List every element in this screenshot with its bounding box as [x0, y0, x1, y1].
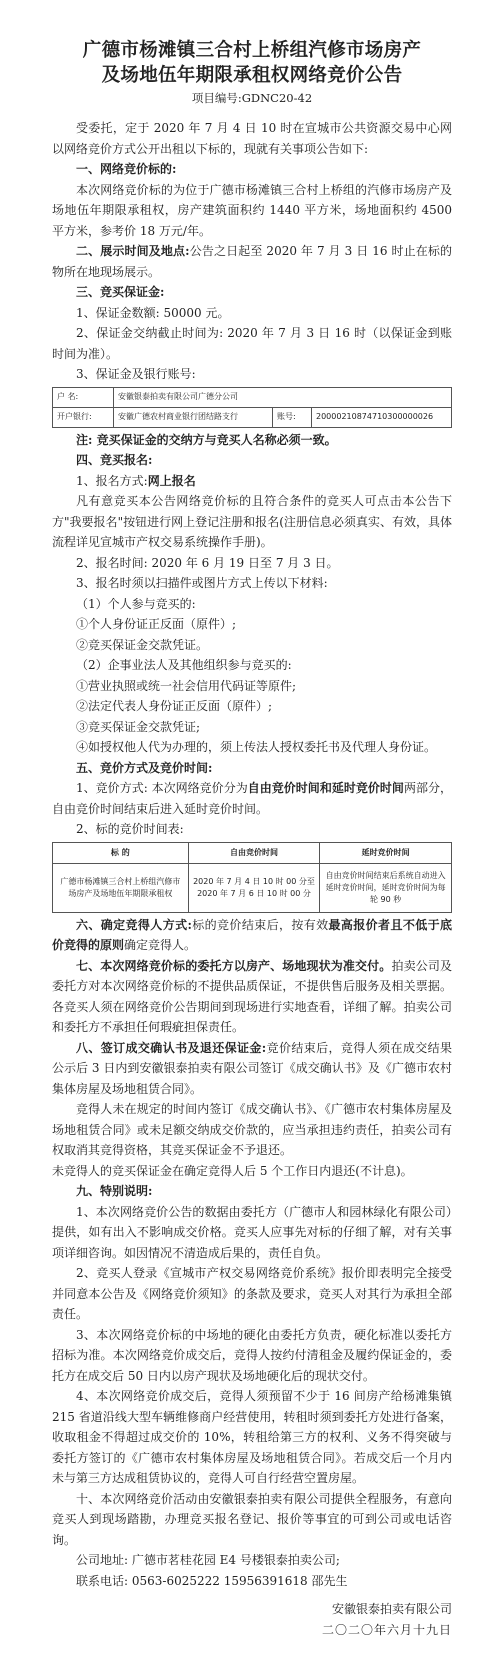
- section-8-text: [52, 1038, 452, 1100]
- company-address: 公司地址: 广德市茗桂花园 E4 号楼银泰拍卖公司;: [76, 1553, 340, 1567]
- cell-delay-time: 自由竞价时间结束后系统自动进入延时竞价时间，延时竞价时间为每轮 90 秒: [320, 863, 452, 912]
- note-4: 4、本次网络竞价成交后，竞得人须预留不少于 16 间房产给杨滩集镇 215 省道沿线大型车辆维修商户经营使用，转租时须到委托方处进行备案，收取租金不得超过成交价的 10%，转租给第三方的权利、义务不得突破与委托方签订的《广德市农村集体房屋及场地租赁合同》。若成交后一个月内未与第三方达成租赁协议的，竞得人可自行经营空置房屋。: [52, 1389, 452, 1485]
- list-item: ③竞买保证金交款凭证;: [76, 719, 201, 734]
- note-3: 3、本次网络竞价标的中场地的硬化由委托方负责，硬化标准以委托方招标为准。本次网络竞价成交后，竞得人按约付清租金及履约保证金的，委托方在成交后 50 日内以房产现状及场地硬化后的现状交付。: [52, 1327, 452, 1383]
- registration-text: 凡有意竞买本公告网络竞价标的且符合条件的竞买人可点击本公告下方"我要报名"按钮进行网上登记注册和报名(注册信息必须真实、有效，具体流程详见宣城市产权交易系统操作手册)。: [52, 494, 452, 549]
- list-item: ④如授权他人代为办理的，须上传法人授权委托书及代理人身份证。: [76, 740, 437, 754]
- bank-value: 安徽广德农村商业银行团结路支行: [114, 407, 273, 427]
- section-6-post: 确定竞得人。: [124, 938, 197, 952]
- contact-phone: 联系电话: 0563-6025222 15956391618 邵先生: [76, 1573, 348, 1588]
- section-2-heading: 二、展示时间及地点:: [76, 244, 190, 258]
- signature-date: 二〇二〇年六月十九日: [321, 1622, 452, 1637]
- title-line-1: 广德市杨滩镇三合村上桥组汽修市场房产: [82, 40, 422, 61]
- cell-free-time: 2020 年 7 月 4 日 10 时 00 分至 2020 年 7 月 6 日 10 时 00 分: [188, 863, 320, 912]
- col-header-free-time: 自由竞价时间: [188, 842, 320, 863]
- bank-label: 开户银行:: [53, 407, 114, 427]
- col-header-item: 标 的: [53, 842, 189, 863]
- cell-item: 广德市杨滩镇三合村上桥组汽修市场房产及场地伍年期限承租权: [53, 863, 189, 912]
- account-name-value: 安徽银泰拍卖有限公司广德分公司: [114, 387, 452, 407]
- section-1-heading: 一、网络竞价标的:: [76, 162, 177, 176]
- section-3-heading: 三、竞买保证金:: [76, 285, 165, 299]
- bank-account-table: [52, 387, 452, 428]
- list-item: ①营业执照或统一社会信用代码证等原件;: [76, 678, 297, 693]
- bidding-method-pre: 1、竞价方式: 本次网络竞价分为: [76, 781, 248, 795]
- section-2-body: 公告之日起至 2020 年 7 月 3 日 16 时止在标的物所在地现场展示。: [52, 244, 452, 279]
- section-6-text: [52, 915, 452, 956]
- signature-company: 安徽银泰拍卖有限公司: [331, 1602, 452, 1616]
- deposit-deadline: 2、保证金交纳截止时间为: 2020 年 7 月 3 日 16 时（以保证金到账时间为准）。: [52, 326, 452, 361]
- bidding-method-bold: 自由竞价时间和延时竞价时间: [247, 781, 404, 795]
- account-name-label: 户 名:: [53, 387, 114, 407]
- section-8-text-2: 竞得人未在规定的时间内签订《成交确认书》、《广德市农村集体房屋及场地租赁合同》或未足额交纳成交价款的，应当承担违约责任，拍卖公司有权取消其竞得资格，其竞买保证金不予退还。: [52, 1102, 452, 1157]
- project-number: 项目编号:GDNC20-42: [191, 91, 313, 105]
- deposit-note: 注: 竞买保证金的交纳方与竞买人名称必须一致。: [76, 432, 337, 447]
- section-7-body: 拍卖公司及委托方对本次网络竞价标的不提供品质保证，不提供售后服务及相关票据。各竞买人须在网络竞价公告期间到现场进行实地查看，详细了解。拍卖公司和委托方不承担任何瑕疵担保责任。: [52, 958, 452, 1034]
- note-2: 2、竞买人登录《宣城市产权交易网络竞价系统》报价即表明完全接受并同意本公告及《网络竞价须知》的条款及要求，竞买人对其行为承担全部责任。: [52, 1266, 452, 1321]
- bank-info-heading: 3、保证金及银行账号:: [76, 367, 196, 381]
- registration-time: 2、报名时间: 2020 年 6 月 19 日至 7 月 3 日。: [76, 555, 339, 570]
- table-row: [53, 407, 452, 427]
- registration-method-label: 1、报名方式:: [76, 473, 148, 488]
- materials-heading: 3、报名时须以扫描件或图片方式上传以下材料:: [76, 576, 328, 590]
- intro-paragraph: 受委托，定于 2020 年 7 月 4 日 10 时在宣城市公共资源交易中心网以网络竞价方式公开出租以下标的，现就有关事项公告如下:: [52, 121, 452, 156]
- note-1: 1、本次网络竞价公告的数据由委托方（广德市人和园林绿化有限公司）提供，如有出入不影响成交价格。竞买人应事先对标的仔细了解，对有关事项详细咨询。如因情况不清造成后果的，责任自负。: [52, 1204, 452, 1260]
- list-item: ②竞买保证金交款凭证。: [76, 637, 209, 652]
- registration-method: [52, 471, 452, 492]
- list-item: （1）个人参与竞买的:: [76, 596, 196, 611]
- section-1-text: 本次网络竞价标的为位于广德市杨滩镇三合村上桥组的汽修市场房产及场地伍年期限承租权，房产建筑面积约 1440 平方米，场地面积约 4500 平方米，参考价 18 万元/年。: [52, 182, 452, 238]
- section-8-body: 竞价结束后，竞得人须在成交结果公示后 3 日内到安徽银泰拍卖有限公司签订《成交确认书》及《广德市农村集体房屋及场地租赁合同》。: [52, 1040, 452, 1096]
- section-7-heading: 七、本次网络竞价标的委托方以房产、场地现状为准交付。: [76, 958, 392, 973]
- deposit-amount: 1、保证金数额: 50000 元。: [76, 305, 230, 320]
- list-item: （2）企事业法人及其他组织参与竞买的:: [76, 658, 292, 672]
- schedule-heading: 2、标的竞价时间表:: [76, 822, 184, 836]
- table-row: [53, 863, 452, 912]
- section-9-heading: 九、特别说明:: [76, 1184, 153, 1198]
- section-8-text-3: 未竞得人的竞买保证金在确定竞得人后 5 个工作日内退还(不计息)。: [52, 1163, 413, 1178]
- bidding-method-post: 两部分，自由竞价时间结束后进入延时竞价时间。: [52, 781, 452, 816]
- section-6-heading: 六、确定竞得人方式:: [76, 917, 192, 932]
- schedule-table: [52, 842, 452, 913]
- list-item: ②法定代表人身份证正反面（原件）;: [76, 699, 273, 713]
- section-10-text: 十、本次网络竞价活动由安徽银泰拍卖有限公司提供全程服务，有意向竞买人到现场踏勘，办理竞买报名登记、报价等事宜的可到公司或电话咨询。: [52, 1491, 452, 1547]
- section-7-text: [52, 956, 452, 1038]
- account-label: 账号:: [273, 407, 312, 427]
- section-2-text: [52, 241, 452, 282]
- section-6-bold: 最高报价者且不低于底价竞得的原则: [52, 917, 452, 952]
- bidding-method: [52, 778, 452, 819]
- signature-block: [52, 1599, 452, 1640]
- section-4-heading: 四、竞买报名:: [76, 453, 153, 467]
- online-registration: 网上报名: [147, 473, 196, 488]
- list-item: ①个人身份证正反面（原件）;: [76, 617, 237, 631]
- account-value: 20000210874710300000026: [312, 407, 452, 427]
- section-8-heading: 八、签订成交确认书及退还保证金:: [76, 1040, 267, 1055]
- table-header-row: [53, 842, 452, 863]
- section-5-heading: 五、竞价方式及竞价时间:: [76, 760, 213, 775]
- col-header-delay-time: 延时竞价时间: [320, 842, 452, 863]
- section-6-pre: 标的竞价结束后，按有效: [191, 917, 329, 932]
- title-line-2: 及场地伍年期限承租权网络竞价公告: [101, 65, 403, 86]
- page-title: [52, 0, 452, 88]
- table-row: [53, 387, 452, 407]
